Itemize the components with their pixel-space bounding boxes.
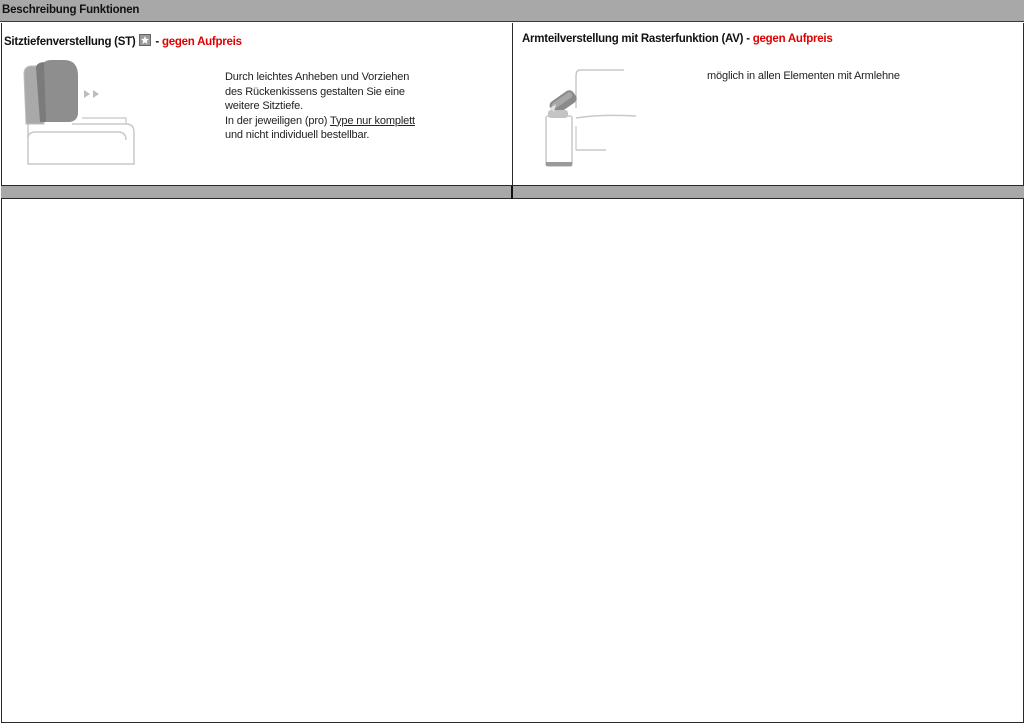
page-title: Beschreibung Funktionen xyxy=(2,4,140,16)
right-panel-title xyxy=(522,33,833,45)
description-line: und nicht individuell bestellbar. xyxy=(225,129,370,141)
header-bar xyxy=(0,0,1024,22)
left-panel-title xyxy=(4,33,242,48)
seat-depth-description xyxy=(225,70,415,143)
star-icon xyxy=(139,34,151,46)
footer-divider xyxy=(511,186,513,199)
panel-divider xyxy=(512,23,513,199)
title-separator: - xyxy=(743,33,753,45)
title-separator: - xyxy=(152,36,162,48)
description-line: möglich in allen Elementen mit Armlehne xyxy=(707,70,900,82)
description-line: Durch leichtes Anheben und Vorziehen xyxy=(225,71,410,83)
price-label: gegen Aufpreis xyxy=(161,36,242,48)
seat-depth-title: Sitztiefenverstellung (ST) xyxy=(4,36,136,48)
armrest-description xyxy=(707,69,900,84)
description-text: In der jeweiligen (pro) xyxy=(225,114,328,127)
description-line: weitere Sitztiefe. xyxy=(225,100,304,112)
armrest-title: Armteilverstellung mit Rasterfunktion (AV) xyxy=(522,33,744,45)
description-line: des Rückenkissens gestalten Sie eine xyxy=(225,85,405,98)
seat-depth-adjustment-illustration xyxy=(22,60,142,175)
armrest-adjustment-illustration xyxy=(540,66,640,175)
price-label: gegen Aufpreis xyxy=(752,33,833,45)
description-line-with-note xyxy=(225,114,415,129)
underlined-note: Type nur komplett xyxy=(330,114,415,127)
